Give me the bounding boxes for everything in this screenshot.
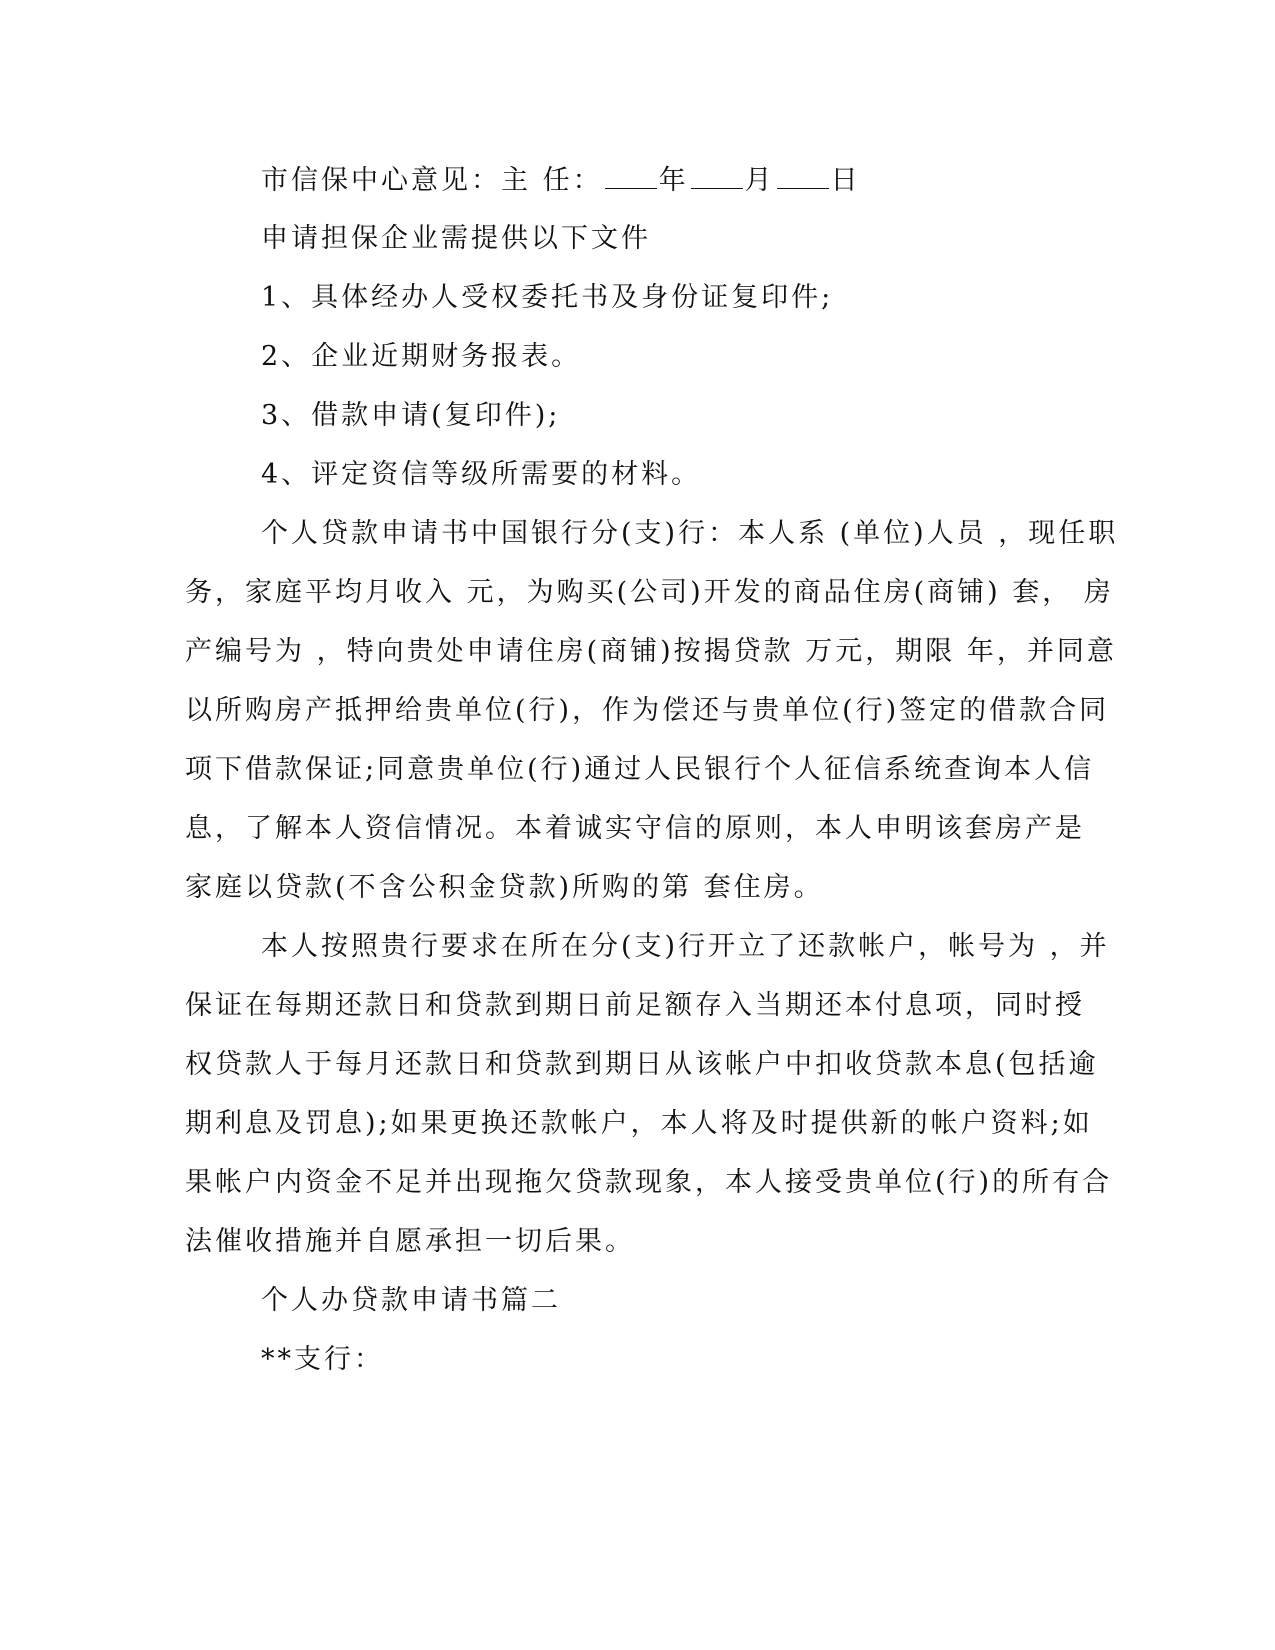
required-files-heading: 申请担保企业需提供以下文件 <box>261 223 651 254</box>
year-label: 年 <box>658 165 689 196</box>
file-item-3: 3、借款申请(复印件); <box>261 400 561 431</box>
day-label: 日 <box>830 165 861 196</box>
paragraph-line: 果帐户内资金不足并出现拖欠贷款现象，本人接受贵单位(行)的所有合 <box>185 1167 1113 1198</box>
file-item-2: 2、企业近期财务报表。 <box>261 341 582 372</box>
paragraph-line: 个人贷款申请书中国银行分(支)行：本人系 (单位)人员 ，现任职 <box>261 518 1119 549</box>
paragraph-line: 务，家庭平均月收入 元，为购买(公司)开发的商品住房(商铺) 套， 房 <box>185 577 1114 608</box>
paragraph-line: 保证在每期还款日和贷款到期日前足额存入当期还本付息项，同时授 <box>185 990 1085 1021</box>
salutation: **支行： <box>261 1344 384 1375</box>
section-heading: 个人办贷款申请书篇二 <box>261 1285 561 1316</box>
file-item-4: 4、评定资信等级所需要的材料。 <box>261 459 702 490</box>
paragraph-line: 息，了解本人资信情况。本着诚实守信的原则，本人申明该套房产是 <box>185 813 1085 844</box>
paragraph-line: 法催收措施并自愿承担一切后果。 <box>185 1226 635 1257</box>
document-page <box>185 0 1119 1650</box>
opinion-label: 市信保中心意见：主 任： <box>261 165 603 196</box>
paragraph-line: 产编号为 ，特向贵处申请住房(商铺)按揭贷款 万元，期限 年，并同意 <box>185 636 1117 667</box>
file-item-1: 1、具体经办人受权委托书及身份证复印件; <box>261 282 834 313</box>
month-label: 月 <box>744 165 775 196</box>
paragraph-line: 以所购房产抵押给贵单位(行)，作为偿还与贵单位(行)签定的借款合同 <box>185 695 1110 726</box>
paragraph-line: 期利息及罚息);如果更换还款帐户，本人将及时提供新的帐户资料;如 <box>185 1108 1093 1139</box>
month-blank <box>691 160 743 189</box>
paragraph-line: 本人按照贵行要求在所在分(支)行开立了还款帐户，帐号为 ，并 <box>261 931 1110 962</box>
opinion-signature-line <box>261 160 1166 201</box>
paragraph-line: 项下借款保证;同意贵单位(行)通过人民银行个人征信系统查询本人信 <box>185 754 1095 785</box>
paragraph-line: 权贷款人于每月还款日和贷款到期日从该帐户中扣收贷款本息(包括逾 <box>185 1049 1099 1080</box>
year-blank <box>605 160 657 189</box>
paragraph-line: 家庭以贷款(不含公积金贷款)所购的第 套住房。 <box>185 872 824 903</box>
day-blank <box>777 160 829 189</box>
